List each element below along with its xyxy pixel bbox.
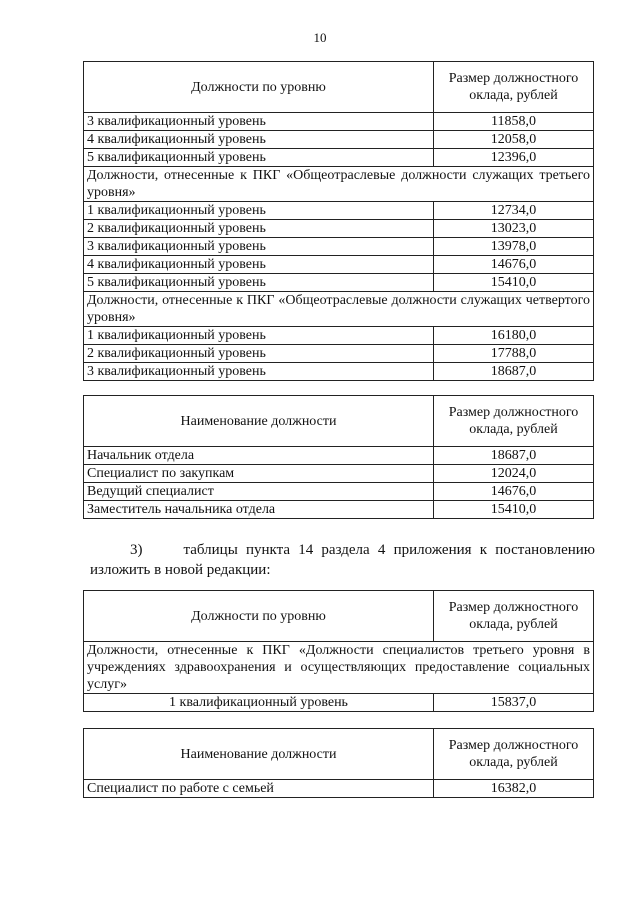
header-salary-size: Размер должностного оклада, рублей bbox=[434, 396, 594, 447]
salary-cell: 12734,0 bbox=[434, 202, 594, 220]
salary-cell: 17788,0 bbox=[434, 345, 594, 363]
amendment-paragraph: 3) таблицы пункта 14 раздела 4 приложения к постановлению изложить в новой редакции: bbox=[90, 542, 595, 578]
salary-cell: 12058,0 bbox=[434, 131, 594, 149]
salary-cell: 15410,0 bbox=[434, 501, 594, 519]
table-row bbox=[84, 447, 594, 465]
salary-cell: 18687,0 bbox=[434, 447, 594, 465]
level-cell: 1 квалификационный уровень bbox=[84, 202, 434, 220]
group-title-third-level: Должности, отнесенные к ПКГ «Общеотраслевые должности служащих третьего уровня» bbox=[84, 167, 594, 202]
table-row bbox=[84, 202, 594, 220]
salary-cell: 15837,0 bbox=[434, 694, 594, 712]
salary-cell: 15410,0 bbox=[434, 274, 594, 292]
salary-cell: 13023,0 bbox=[434, 220, 594, 238]
level-cell: 3 квалификационный уровень bbox=[84, 363, 434, 381]
level-cell: 4 квалификационный уровень bbox=[84, 131, 434, 149]
header-salary-size: Размер должностного оклада, рублей bbox=[434, 591, 594, 642]
group-row bbox=[84, 642, 594, 694]
level-cell: 2 квалификационный уровень bbox=[84, 345, 434, 363]
position-cell: Ведущий специалист bbox=[84, 483, 434, 501]
salary-table-family-specialist bbox=[83, 728, 594, 798]
position-cell: Начальник отдела bbox=[84, 447, 434, 465]
salary-cell: 16382,0 bbox=[434, 780, 594, 798]
table-row bbox=[84, 274, 594, 292]
position-cell: Специалист по работе с семьей bbox=[84, 780, 434, 798]
header-positions-by-level: Должности по уровню bbox=[84, 62, 434, 113]
header-positions-by-level: Должности по уровню bbox=[84, 591, 434, 642]
level-cell: 2 квалификационный уровень bbox=[84, 220, 434, 238]
level-cell: 5 квалификационный уровень bbox=[84, 149, 434, 167]
header-salary-size: Размер должностного оклада, рублей bbox=[434, 62, 594, 113]
table-row bbox=[84, 131, 594, 149]
table-row bbox=[84, 220, 594, 238]
header-position-name: Наименование должности bbox=[84, 396, 434, 447]
table-row bbox=[84, 501, 594, 519]
salary-cell: 12396,0 bbox=[434, 149, 594, 167]
level-cell: 1 квалификационный уровень bbox=[84, 694, 434, 712]
salary-cell: 13978,0 bbox=[434, 238, 594, 256]
salary-cell: 18687,0 bbox=[434, 363, 594, 381]
group-title-fourth-level: Должности, отнесенные к ПКГ «Общеотраслевые должности служащих четвертого уровня» bbox=[84, 292, 594, 327]
group-row bbox=[84, 167, 594, 202]
salary-cell: 16180,0 bbox=[434, 327, 594, 345]
salary-table-positions bbox=[83, 395, 594, 519]
salary-cell: 11858,0 bbox=[434, 113, 594, 131]
table-header-row bbox=[84, 591, 594, 642]
table-header-row bbox=[84, 62, 594, 113]
table-row bbox=[84, 327, 594, 345]
salary-table-health-specialists bbox=[83, 590, 594, 712]
table-header-row bbox=[84, 729, 594, 780]
table-row bbox=[84, 483, 594, 501]
table-row bbox=[84, 113, 594, 131]
table-row bbox=[84, 238, 594, 256]
level-cell: 3 квалификационный уровень bbox=[84, 113, 434, 131]
level-cell: 1 квалификационный уровень bbox=[84, 327, 434, 345]
table-row bbox=[84, 465, 594, 483]
level-cell: 4 квалификационный уровень bbox=[84, 256, 434, 274]
position-cell: Специалист по закупкам bbox=[84, 465, 434, 483]
table-row bbox=[84, 256, 594, 274]
header-salary-size: Размер должностного оклада, рублей bbox=[434, 729, 594, 780]
page-number: 10 bbox=[313, 30, 327, 45]
salary-cell: 12024,0 bbox=[434, 465, 594, 483]
table-row bbox=[84, 780, 594, 798]
position-cell: Заместитель начальника отдела bbox=[84, 501, 434, 519]
level-cell: 5 квалификационный уровень bbox=[84, 274, 434, 292]
level-cell: 3 квалификационный уровень bbox=[84, 238, 434, 256]
salary-cell: 14676,0 bbox=[434, 256, 594, 274]
table-row bbox=[84, 694, 594, 712]
table-row bbox=[84, 345, 594, 363]
table-header-row bbox=[84, 396, 594, 447]
table-row bbox=[84, 363, 594, 381]
header-position-name: Наименование должности bbox=[84, 729, 434, 780]
group-title-health-specialists: Должности, отнесенные к ПКГ «Должности специалистов третьего уровня в учреждениях здравоохранения и осуществляющих предоставление социальных услуг» bbox=[84, 642, 594, 694]
salary-table-levels bbox=[83, 61, 594, 381]
salary-cell: 14676,0 bbox=[434, 483, 594, 501]
group-row bbox=[84, 292, 594, 327]
table-row bbox=[84, 149, 594, 167]
